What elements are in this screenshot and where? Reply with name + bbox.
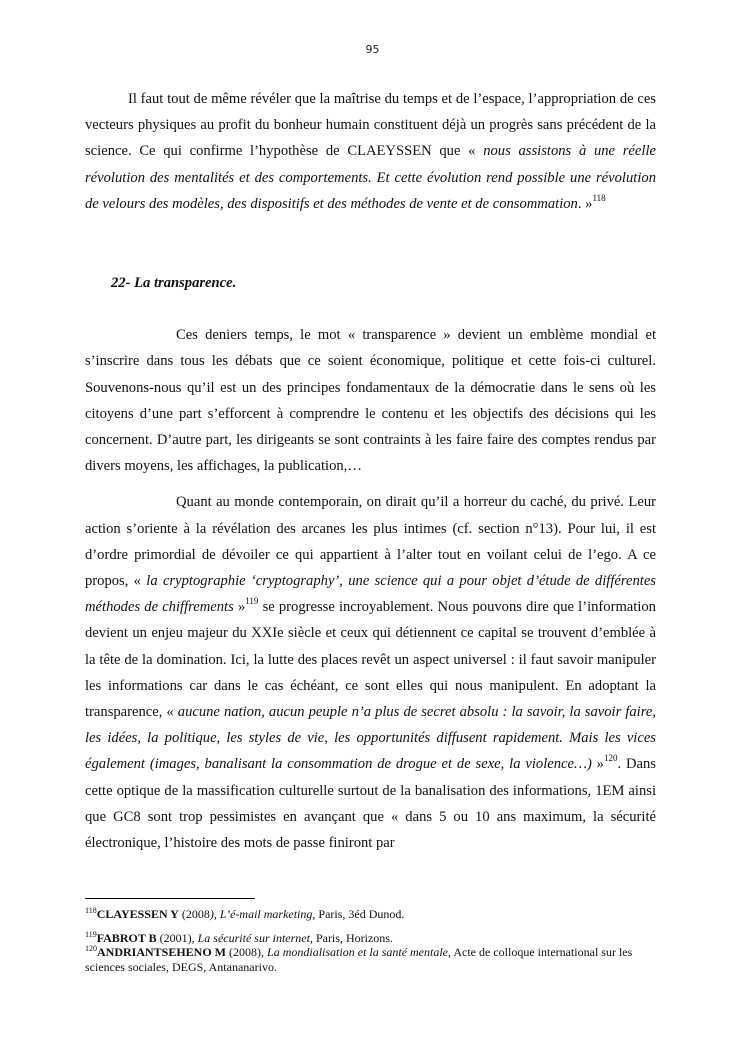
footnote-ref-118[interactable]: 118 xyxy=(592,192,606,203)
footnote-author: FABROT B xyxy=(96,930,157,945)
footnote-publisher: , Paris, 3éd Dunod. xyxy=(312,907,405,921)
footnote-number: 120 xyxy=(85,944,97,953)
quote-close: » xyxy=(591,756,604,773)
footnote-year: (2001), xyxy=(156,930,198,945)
footnote-author: ANDRIANTSEHENO M xyxy=(97,945,227,959)
footnote-title: La mondialisation et la santé mentale xyxy=(267,945,449,959)
paragraph-1-text: Il faut tout de même révéler que la maîtrise du temps et de l’espace, l’appropriation de ces vecteurs physiques au profit du bonheur humain constituent déjà un progrès sans précédent de la science. Ce qui confirme l’hypothèse de CLAEYSSEN que « xyxy=(85,91,656,160)
paragraph-2: Ces deniers temps, le mot « transparence » devient un emblème mondial et s’inscrire dans tous les débats que ce soient économique, politique et cette fois-ci culturel. Souvenons-nous qu’il est un des principes fondamentaux de la démocratie dans le sens où les citoyens d’une part s’efforcent à comprendre le contenu et les objectifs des décisions qui les concernent. D’autre part, les dirigeants se sont contraints à les faire faire des comptes rendus par divers moyens, les affichages, la publication,… xyxy=(85,327,656,475)
paragraph-3-text-a: Quant au monde contemporain, on dirait qu’il a horreur du caché, du privé. Leur action s’oriente à la révélation des arcanes les plus intimes (cf. section n°13). Pour lui, il est d’ordre primordial de dévoiler ce qui appartient à l’alter tout en voilant celui de l’ego. A ce propos, « xyxy=(85,494,656,590)
paragraph-1 xyxy=(85,86,656,217)
quote-close: » xyxy=(233,599,246,616)
footnotes xyxy=(85,898,656,974)
footnote-118 xyxy=(85,907,656,922)
footnote-title: ), L’é-mail marketing xyxy=(209,907,313,921)
footnote-divider xyxy=(85,898,255,899)
footnote-number: 119 xyxy=(85,929,97,939)
paragraph-3-text-c: se progresse incroyablement. Nous pouvons dire que l’information devient un enjeu majeur du XXIe siècle et ceux qui détiennent ce capital se trouvent d’emblée à la tête de la domination. Ici, la lutte des places revêt un aspect universel : il faut savoir manipuler les informations car dans le cas échéant, ce sont elles qui nous manipulent. En adoptant la transparence, « xyxy=(85,599,656,721)
footnote-120 xyxy=(85,945,656,974)
footnote-publisher: , Acte de colloque international sur les sciences sociales, DEGS, Antananarivo. xyxy=(85,945,633,974)
footnote-number: 118 xyxy=(85,906,97,915)
section-heading: 22- La transparence. xyxy=(111,275,237,292)
body-text xyxy=(85,86,656,856)
footnote-119 xyxy=(85,931,656,946)
footnote-ref-119[interactable]: 119 xyxy=(245,596,259,607)
footnote-publisher: , Paris, Horizons. xyxy=(309,930,393,945)
quote-transparence: aucune nation, aucun peuple n’a plus de secret absolu : la savoir, la savoir faire, les idées, la politique, les styles de vie, les opportunités diffusent rapidement. Mais les vices également (images, banalisant la consommation de drogue et de sexe, la violence…) xyxy=(85,704,656,773)
quote-claeyssen: nous assistons à une réelle révolution des mentalités et des comportements. Et cette évolution rend possible une révolution de velours des modèles, des dispositifs et des méthodes de vente et de consommation xyxy=(85,143,656,212)
footnote-year: (2008 xyxy=(178,907,210,921)
footnote-author: CLAYESSEN Y xyxy=(96,907,179,921)
page-number: 95 xyxy=(365,43,380,56)
footnote-title: La sécurité sur internet xyxy=(197,930,310,945)
paragraph-3 xyxy=(85,489,656,856)
quote-close: . » xyxy=(577,195,593,212)
footnote-year: (2008), xyxy=(226,945,268,959)
quote-cryptographie: la cryptographie ‘cryptography’, une science qui a pour objet d’étude de différentes méthodes de chiffrements xyxy=(85,573,656,616)
paragraph-3-text-e: . Dans cette optique de la massification culturelle surtout de la banalisation des informations, 1EM ainsi que GC8 sont trop pessimistes en avançant que « dans 5 ou 10 ans maximum, la sécurité électronique, l’histoire des mots de passe finiront par xyxy=(85,756,656,852)
footnote-ref-120[interactable]: 120 xyxy=(603,753,618,764)
